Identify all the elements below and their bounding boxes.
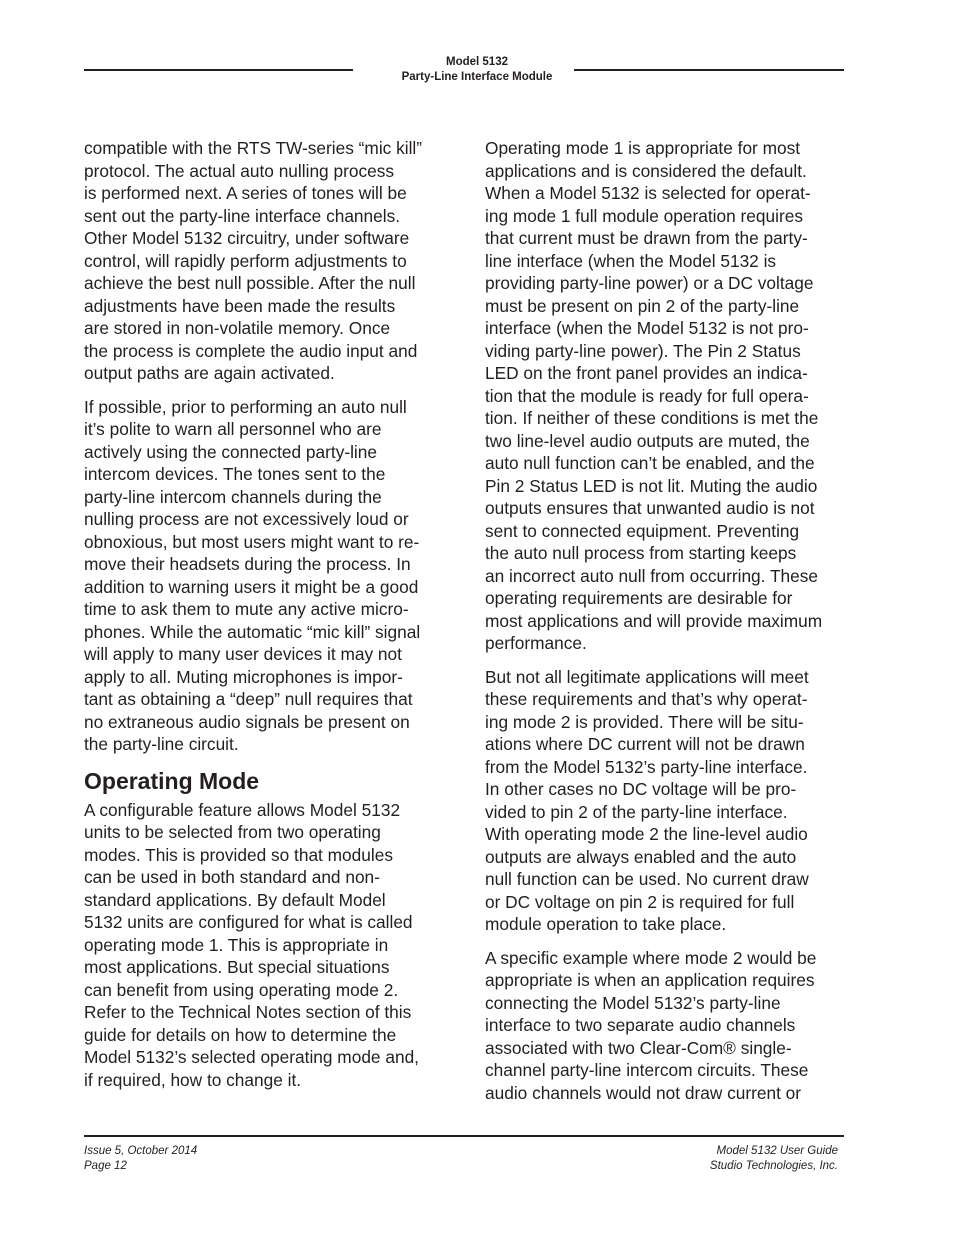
footer-issue: Issue 5, October 2014 [84, 1145, 198, 1157]
text-line: party-line intercom channels during the [84, 486, 382, 507]
text-line: that current must be drawn from the party- [485, 228, 808, 248]
footer-company: Studio Technologies, Inc. [709, 1160, 838, 1172]
text-line: it’s polite to warn all personnel who are [84, 419, 382, 439]
text-line: Refer to the Technical Notes section of this [84, 1002, 412, 1022]
text-line: can benefit from using operating mode 2. [84, 979, 399, 1000]
text-line: When a Model 5132 is selected for operat- [485, 183, 811, 203]
text-line: no extraneous audio signals be present on [84, 711, 410, 732]
text-line: Other Model 5132 circuitry, under software [84, 228, 410, 248]
header-title-model: Model 5132 [446, 56, 508, 68]
text-line: applications and is considered the default. [485, 160, 807, 181]
left-paragraph-2 [84, 396, 452, 756]
text-line: interface (when the Model 5132 is not pro- [485, 318, 809, 338]
footer-left [84, 1144, 197, 1174]
footer-page-number: Page 12 [84, 1160, 127, 1172]
text-line: intercom devices. The tones sent to the [84, 464, 386, 484]
section-heading-operating-mode: Operating Mode [84, 767, 260, 794]
text-line: is performed next. A series of tones will be [84, 183, 407, 203]
text-line: line interface (when the Model 5132 is [485, 250, 777, 271]
text-line: viding party-line power). The Pin 2 Status [485, 340, 801, 361]
text-line: adjustments have been made the results [84, 295, 396, 316]
text-line: audio channels would not draw current or [485, 1082, 802, 1103]
text-line: tion that the module is ready for full opera- [485, 385, 809, 406]
text-line: ing mode 2 is provided. There will be situ- [485, 711, 804, 732]
text-line: if required, how to change it. [84, 1069, 302, 1090]
text-line: Model 5132’s selected operating mode and, [84, 1047, 419, 1067]
left-paragraph-3 [84, 799, 452, 1092]
text-line: operating mode 1. This is appropriate in [84, 934, 389, 955]
text-line: units to be selected from two operating [84, 822, 381, 842]
footer-guide-title: Model 5132 User Guide [716, 1145, 838, 1157]
text-line: addition to warning users it might be a good [84, 576, 419, 597]
text-line: appropriate is when an application requires [485, 970, 815, 990]
text-line: Operating mode 1 is appropriate for most [485, 138, 801, 158]
text-line: A configurable feature allows Model 5132 [84, 799, 401, 820]
text-line: associated with two Clear-Com® single- [485, 1037, 792, 1058]
text-line: actively using the connected party-line [84, 441, 377, 462]
right-paragraph-2 [485, 666, 853, 936]
text-line: ations where DC current will not be drawn [485, 734, 805, 754]
text-line: guide for details on how to determine the [84, 1024, 397, 1045]
text-line: outputs are always enabled and the auto [485, 846, 797, 867]
text-line: an incorrect auto null from occurring. These [485, 565, 818, 586]
text-line: 5132 units are configured for what is called [84, 912, 413, 932]
text-line: null function can be used. No current draw [485, 869, 809, 889]
text-line: outputs ensures that unwanted audio is not [485, 498, 815, 518]
text-line: move their headsets during the process. In [84, 554, 411, 574]
text-line: the party-line circuit. [84, 734, 239, 754]
text-line: output paths are again activated. [84, 363, 335, 383]
text-line: will apply to many user devices it may not [84, 644, 402, 664]
text-line: A specific example where mode 2 would be [485, 947, 817, 968]
text-line: tion. If neither of these conditions is met the [485, 408, 819, 428]
right-paragraph-1 [485, 137, 853, 655]
text-line: can be used in both standard and non- [84, 867, 380, 887]
text-line: two line-level audio outputs are muted, the [485, 430, 810, 451]
text-line: module operation to take place. [485, 914, 727, 934]
text-line: In other cases no DC voltage will be pro- [485, 779, 797, 799]
text-line: LED on the front panel provides an indica- [485, 363, 808, 383]
text-line: phones. While the automatic “mic kill” signal [84, 621, 421, 642]
text-line: ing mode 1 full module operation requires [485, 205, 803, 226]
text-line: sent to connected equipment. Preventing [485, 520, 800, 541]
text-line: standard applications. By default Model [84, 889, 386, 910]
text-line: the auto null process from starting keeps [485, 543, 797, 563]
text-line: connecting the Model 5132’s party-line [485, 992, 781, 1013]
text-line: compatible with the RTS TW-series “mic kill” [84, 138, 423, 158]
text-line: If possible, prior to performing an auto null [84, 396, 407, 417]
header-title-module: Party-Line Interface Module [401, 71, 553, 83]
footer-rule [84, 1135, 844, 1137]
text-line: or DC voltage on pin 2 is required for full [485, 891, 795, 912]
text-line: nulling process are not excessively loud or [84, 509, 409, 529]
text-line: control, will rapidly perform adjustments to [84, 250, 407, 271]
text-line: performance. [485, 633, 587, 653]
text-line: must be present on pin 2 of the party-line [485, 295, 800, 316]
text-line: most applications and will provide maximum [485, 610, 823, 631]
footer-right [710, 1144, 838, 1174]
text-line: Pin 2 Status LED is not lit. Muting the audio [485, 475, 818, 496]
text-line: most applications. But special situations [84, 957, 390, 977]
text-line: from the Model 5132’s party-line interface. [485, 756, 808, 777]
left-paragraph-1 [84, 137, 452, 385]
text-line: time to ask them to mute any active micro- [84, 599, 409, 619]
text-line: tant as obtaining a “deep” null requires that [84, 689, 413, 709]
text-line: vided to pin 2 of the party-line interface. [485, 801, 788, 822]
text-line: channel party-line intercom circuits. These [485, 1060, 809, 1080]
text-line: apply to all. Muting microphones is impor- [84, 666, 403, 687]
text-line: protocol. The actual auto nulling process [84, 160, 394, 181]
text-line: auto null function can’t be enabled, and the [485, 453, 815, 473]
text-line: are stored in non-volatile memory. Once [84, 318, 391, 338]
right-column [485, 137, 853, 1115]
text-line: modes. This is provided so that modules [84, 844, 393, 865]
text-line: these requirements and that’s why operat- [485, 689, 808, 709]
right-paragraph-3 [485, 947, 853, 1105]
text-line: But not all legitimate applications will meet [485, 666, 809, 687]
text-line: the process is complete the audio input and [84, 340, 418, 361]
text-line: achieve the best null possible. After the null [84, 273, 416, 293]
text-line: obnoxious, but most users might want to re- [84, 531, 420, 552]
text-line: operating requirements are desirable for [485, 588, 793, 608]
text-line: providing party-line power) or a DC voltage [485, 273, 814, 293]
text-line: interface to two separate audio channels [485, 1015, 796, 1035]
left-column [84, 137, 452, 1102]
header-title [0, 55, 954, 85]
text-line: sent out the party-line interface channels. [84, 205, 401, 226]
text-line: With operating mode 2 the line-level audio [485, 824, 808, 844]
